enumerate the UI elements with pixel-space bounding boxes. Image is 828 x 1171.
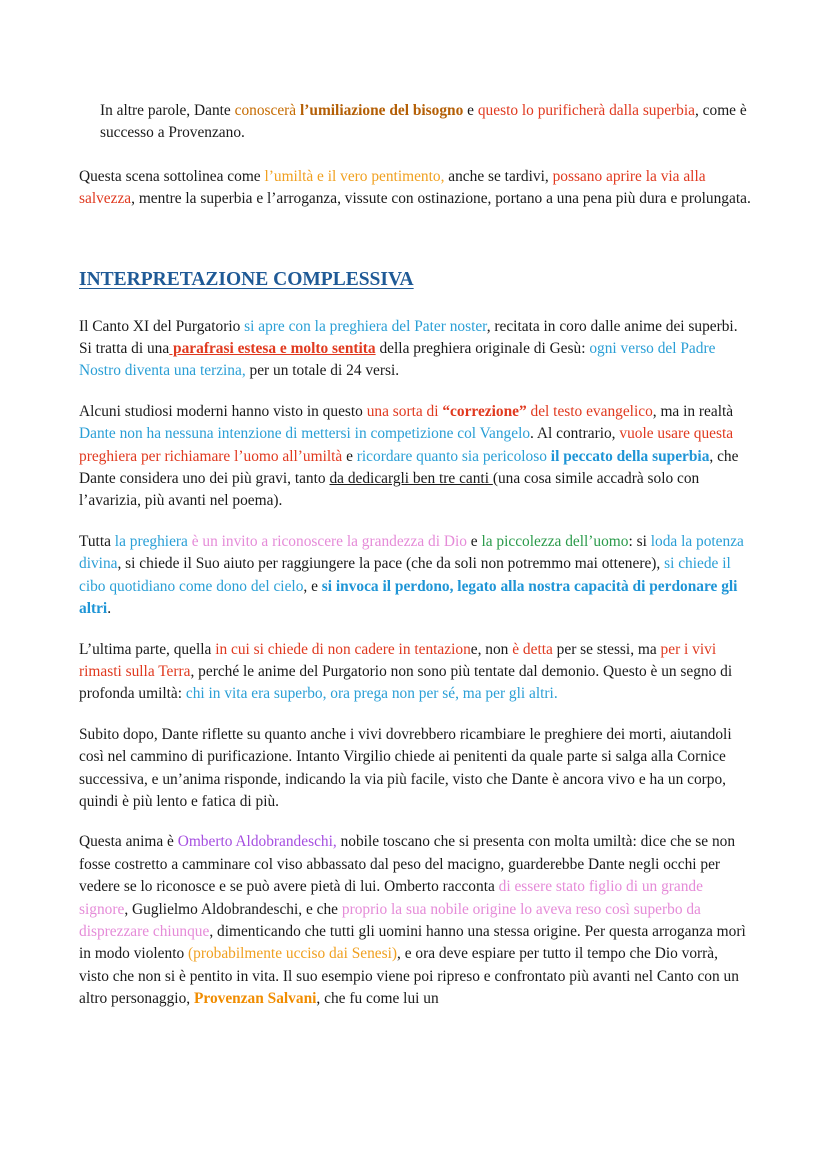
paragraph-studiosi: Alcuni studiosi moderni hanno visto in questo una sorta di “correzione” del testo evangelico, ma in realtà Dante non ha nessuna intenzione di mettersi in competizione col Vangelo. Al contrario, vuole usare questa preghiera per richiamare l’uomo all’umiltà e ricordare quanto sia pericoloso il peccato della superbia, che Dante considera uno dei più gravi, tanto da dedicargli ben tre canti (una cosa simile accadrà solo con l’avarizia, più avanti nel poema). bbox=[79, 402, 739, 510]
intro-paragraph: In altre parole, Dante conoscerà l’umiliazione del bisogno e questo lo purificherà dalla superbia, come è successo a Provenzano. bbox=[100, 102, 747, 142]
paragraph-preghiera: Tutta la preghiera è un invito a riconoscere la grandezza di Dio e la piccolezza dell’uomo: si loda la potenza divina, si chiede il Suo aiuto per raggiungere la pace (che da soli non potremmo mai ottenere), si chiede il cibo quotidiano come dono del cielo, e si invoca il perdono, legato alla nostra capacità di perdonare gli altri. bbox=[79, 532, 744, 618]
paragraph-omberto: Questa anima è Omberto Aldobrandeschi, nobile toscano che si presenta con molta umiltà: dice che se non fosse costretto a camminare col viso abbassato dal peso del macigno, guarderebbe Dante negli occhi per vedere se lo riconosce e se può avere pietà di lui. Omberto racconta di essere stato figlio di un grande signore, Guglielmo Aldobrandeschi, e che proprio la sua nobile origine lo aveva reso così superbo da disprezzare chiunque, dimenticando che tutti gli uomini hanno una stessa origine. Per questa arroganza morì in modo violento (probabilmente ucciso dai Senesi), e ora deve espiare per tutto il tempo che Dio vorrà, visto che non si è pentito in vita. Il suo esempio viene poi ripreso e confrontato più avanti nel Canto con un altro personaggio, Provenzan Salvani, che fu come lui un bbox=[79, 833, 746, 1008]
paragraph-subito-dopo: Subito dopo, Dante riflette su quanto anche i vivi dovrebbero ricambiare le preghiere dei morti, aiutandoli così nel cammino di purificazione. Intanto Virgilio chiede ai penitenti da quale parte si salga alla Cornice successiva, e un’anima risponde, indicando la via più facile, visto che Dante è ancora vivo e ha un corpo, quindi è più lento e fatica di più. bbox=[79, 725, 732, 810]
section-heading: INTERPRETAZIONE COMPLESSIVA bbox=[79, 268, 414, 290]
paragraph-canto-xi: Il Canto XI del Purgatorio si apre con la preghiera del Pater noster, recitata in coro dalle anime dei superbi. Si tratta di una parafrasi estesa e molto sentita della preghiera originale di Gesù: ogni verso del Padre Nostro diventa una terzina, per un totale di 24 versi. bbox=[79, 317, 738, 380]
document-page bbox=[79, 100, 751, 1011]
scena-paragraph: Questa scena sottolinea come l’umiltà e il vero pentimento, anche se tardivi, possano aprire la via alla salvezza, mentre la superbia e l’arroganza, vissute con ostinazione, portano a una pena più dura e prolungata. bbox=[79, 167, 751, 208]
paragraph-ultima-parte: L’ultima parte, quella in cui si chiede di non cadere in tentazione, non è detta per se stessi, ma per i vivi rimasti sulla Terra, perché le anime del Purgatorio non sono più tentate dal demonio. Questo è un segno di profonda umiltà: chi in vita era superbo, ora prega non per sé, ma per gli altri. bbox=[79, 640, 733, 703]
